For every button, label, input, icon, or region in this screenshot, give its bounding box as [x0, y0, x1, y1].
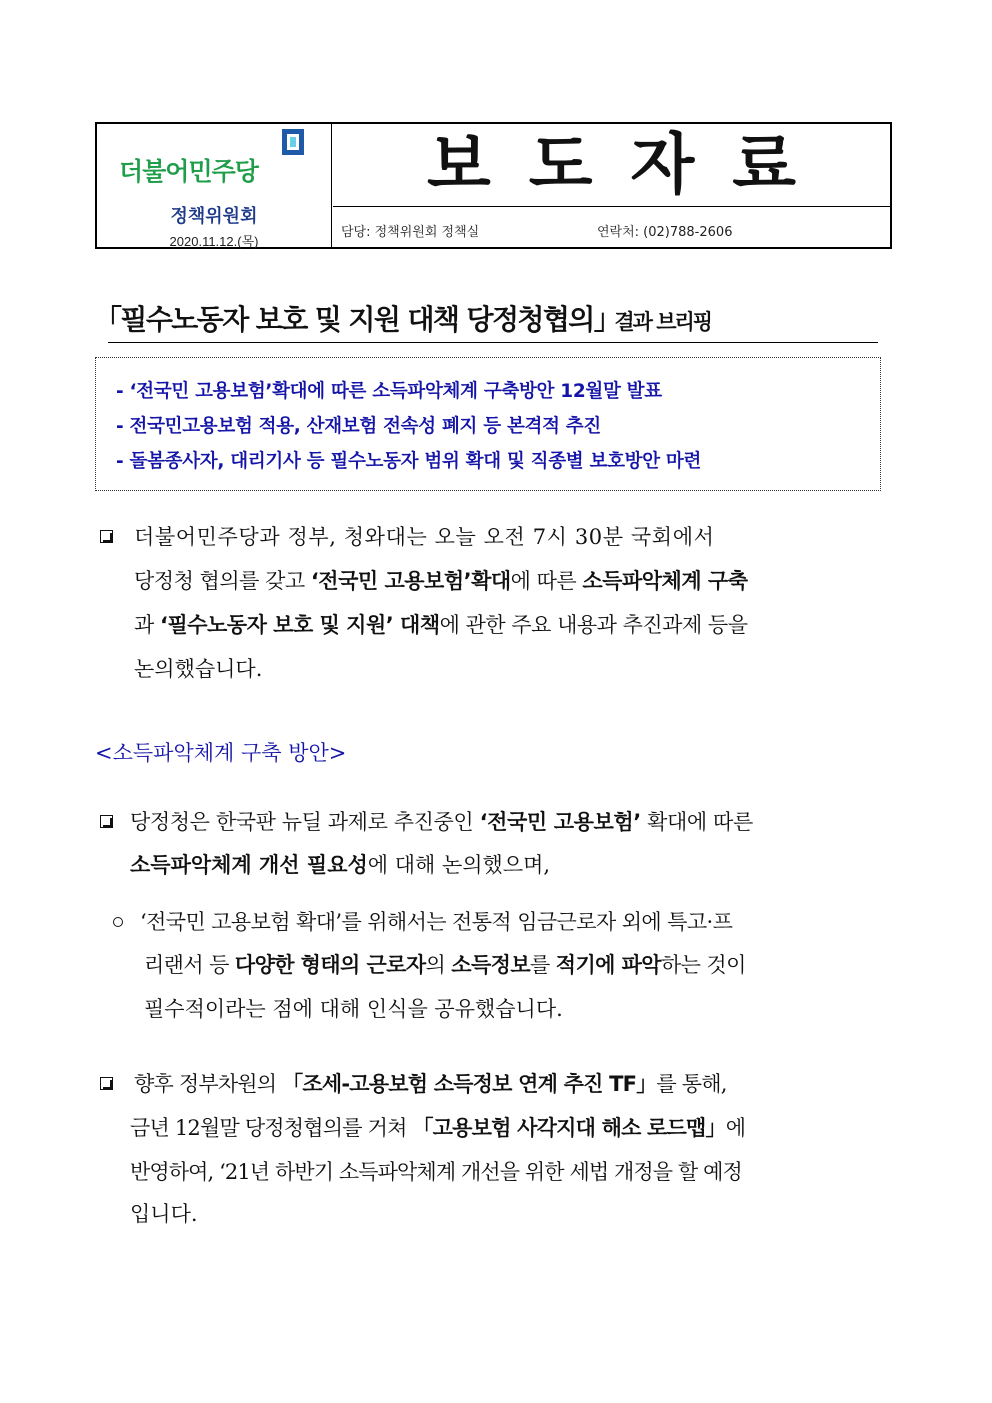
- paragraph-line: 더불어민주당과 정부, 청와대는 오늘 오전 7시 30분 국회에서: [134, 525, 715, 549]
- summary-item: - 돌봄종사자, 대리기사 등 필수노동자 범위 확대 및 직종별 보호방안 마련: [116, 451, 702, 472]
- header-box: [95, 122, 892, 249]
- paragraph-line: 금년 12월말 당정청협의를 거쳐 「고용보험 사각지대 해소 로드맵」에: [130, 1116, 746, 1140]
- headline: [108, 298, 878, 343]
- press-release-title: 보도자료: [426, 126, 835, 203]
- party-logo-icon: [280, 127, 306, 157]
- paragraph-line: 리랜서 등 다양한 형태의 근로자의 소득정보를 적기에 파악하는 것이: [144, 953, 746, 977]
- contact-phone: 연락처: (02)788-2606: [597, 225, 733, 240]
- paragraph-line: ‘전국민 고용보험 확대’를 위해서는 전통적 임금근로자 외에 특고·프: [140, 910, 733, 934]
- summary-box: [95, 357, 881, 491]
- summary-item: - ‘전국민 고용보험’확대에 따른 소득파악체계 구축방안 12월말 발표: [116, 381, 662, 402]
- paragraph-line: 과 ‘필수노동자 보호 및 지원’ 대책에 관한 주요 내용과 추진과제 등을: [134, 613, 748, 637]
- checkbox-bullet-icon: [100, 1077, 113, 1090]
- headline-suffix: 결과 브리핑: [614, 310, 712, 334]
- paragraph-line: 반영하여, ‘21년 하반기 소득파악체계 개선을 위한 세법 개정을 할 예정: [130, 1160, 742, 1184]
- committee-name: 정책위원회: [170, 206, 258, 227]
- contact-person: 담당: 정책위원회 정책실: [341, 225, 480, 240]
- circle-bullet-icon: [113, 917, 123, 927]
- header-contact-cell: [333, 207, 890, 247]
- paragraph-line: 필수적이라는 점에 대해 인식을 공유했습니다.: [144, 997, 563, 1021]
- paragraph-line: 입니다.: [130, 1202, 198, 1226]
- paragraph-line: 당정청 협의를 갖고 ‘전국민 고용보험’확대에 따른 소득파악체계 구축: [134, 569, 748, 593]
- paragraph-line: 당정청은 한국판 뉴딜 과제로 추진중인 ‘전국민 고용보험’ 확대에 따른: [130, 810, 753, 834]
- headline-main: ｢필수노동자 보호 및 지원 대책 당정청협의｣: [108, 303, 607, 336]
- header-logo-cell: [97, 124, 332, 247]
- paragraph-line: 소득파악체계 개선 필요성에 대해 논의했으며,: [130, 853, 551, 877]
- summary-item: - 전국민고용보험 적용, 산재보험 전속성 폐지 등 본격적 추진: [116, 416, 601, 437]
- paragraph-line: 향후 정부차원의 「조세-고용보험 소득정보 연계 추진 TF」를 통해,: [134, 1072, 727, 1096]
- paragraph-line: 논의했습니다.: [134, 657, 263, 681]
- party-name: 더불어민주당: [119, 157, 258, 186]
- section-heading: <소득파악체계 구축 방안>: [95, 741, 347, 765]
- checkbox-bullet-icon: [100, 530, 113, 543]
- release-date: 2020.11.12.(목): [169, 234, 259, 249]
- header-title-cell: [333, 124, 890, 207]
- checkbox-bullet-icon: [100, 815, 113, 828]
